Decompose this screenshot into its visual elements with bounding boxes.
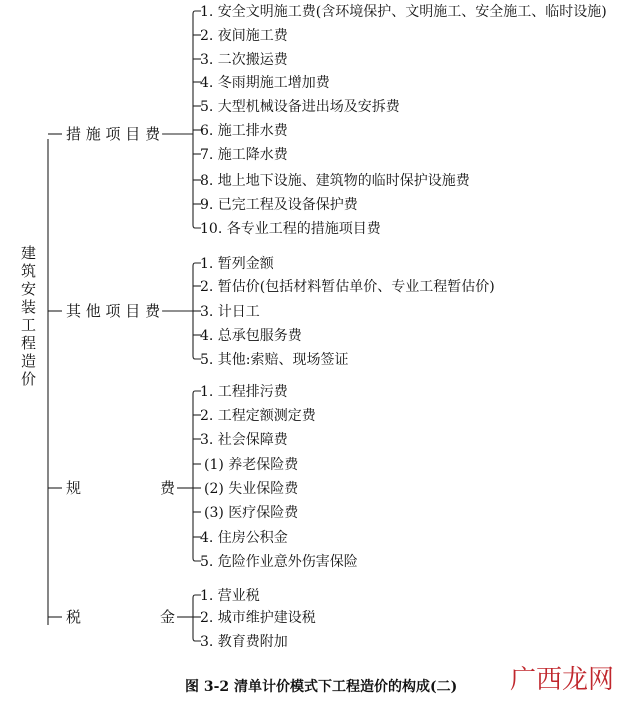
item-label: 2. 工程定额测定费 bbox=[200, 408, 316, 424]
item-label: 5. 其他:索赔、现场签证 bbox=[200, 352, 349, 368]
item-label: 1. 安全文明施工费(含环境保护、文明施工、安全施工、临时设施) bbox=[200, 4, 607, 20]
item-label: 3. 教育费附加 bbox=[200, 634, 288, 650]
category-label: 税 bbox=[66, 608, 82, 626]
category-branch bbox=[48, 383, 358, 570]
item-label: 5. 危险作业意外伤害保险 bbox=[200, 554, 358, 570]
category-branch bbox=[48, 3, 607, 237]
item-label: 8. 地上地下设施、建筑物的临时保护设施费 bbox=[200, 173, 470, 189]
item-label: (2) 失业保险费 bbox=[204, 481, 299, 497]
figure-caption: 图 3-2 清单计价模式下工程造价的构成(二) bbox=[185, 679, 458, 695]
item-label: 1. 工程排污费 bbox=[200, 384, 288, 400]
category-label-end: 费 bbox=[160, 479, 176, 497]
category-label: 其 他 项 目 费 bbox=[66, 302, 161, 320]
item-label: 4. 总承包服务费 bbox=[200, 328, 302, 344]
category-branch bbox=[48, 587, 316, 650]
item-label: 2. 暂估价(包括材料暂估单价、专业工程暂估价) bbox=[200, 279, 495, 295]
root-char: 造 bbox=[21, 352, 37, 370]
watermark: 广西龙网 bbox=[510, 665, 615, 695]
item-label: 9. 已完工程及设备保护费 bbox=[200, 197, 358, 213]
item-label: (3) 医疗保险费 bbox=[204, 505, 299, 521]
item-label: 3. 社会保障费 bbox=[200, 432, 288, 448]
category-branch bbox=[48, 255, 495, 368]
item-label: 3. 计日工 bbox=[200, 304, 260, 320]
item-label: (1) 养老保险费 bbox=[204, 457, 299, 473]
root-char: 装 bbox=[21, 298, 37, 316]
root-char: 程 bbox=[21, 334, 37, 352]
category-label: 措 施 项 目 费 bbox=[66, 125, 161, 143]
item-label: 1. 暂列金额 bbox=[200, 256, 274, 272]
item-label: 7. 施工降水费 bbox=[200, 147, 288, 163]
root-char: 价 bbox=[21, 370, 37, 388]
branches bbox=[48, 3, 607, 650]
item-label: 4. 冬雨期施工增加费 bbox=[200, 75, 330, 91]
root-char: 筑 bbox=[21, 262, 37, 280]
item-label: 4. 住房公积金 bbox=[200, 530, 288, 546]
item-label: 5. 大型机械设备进出场及安拆费 bbox=[200, 99, 400, 115]
category-label-end: 金 bbox=[160, 608, 176, 626]
item-label: 2. 夜间施工费 bbox=[200, 28, 288, 44]
root-label bbox=[21, 244, 36, 388]
item-label: 1. 营业税 bbox=[200, 588, 260, 604]
item-label: 10. 各专业工程的措施项目费 bbox=[200, 221, 381, 237]
item-label: 2. 城市维护建设税 bbox=[200, 610, 316, 626]
category-label: 规 bbox=[66, 479, 82, 497]
item-label: 6. 施工排水费 bbox=[200, 123, 288, 139]
item-label: 3. 二次搬运费 bbox=[200, 52, 288, 68]
root-char: 建 bbox=[21, 244, 37, 262]
root-char: 安 bbox=[21, 280, 37, 298]
root-char: 工 bbox=[21, 316, 37, 334]
